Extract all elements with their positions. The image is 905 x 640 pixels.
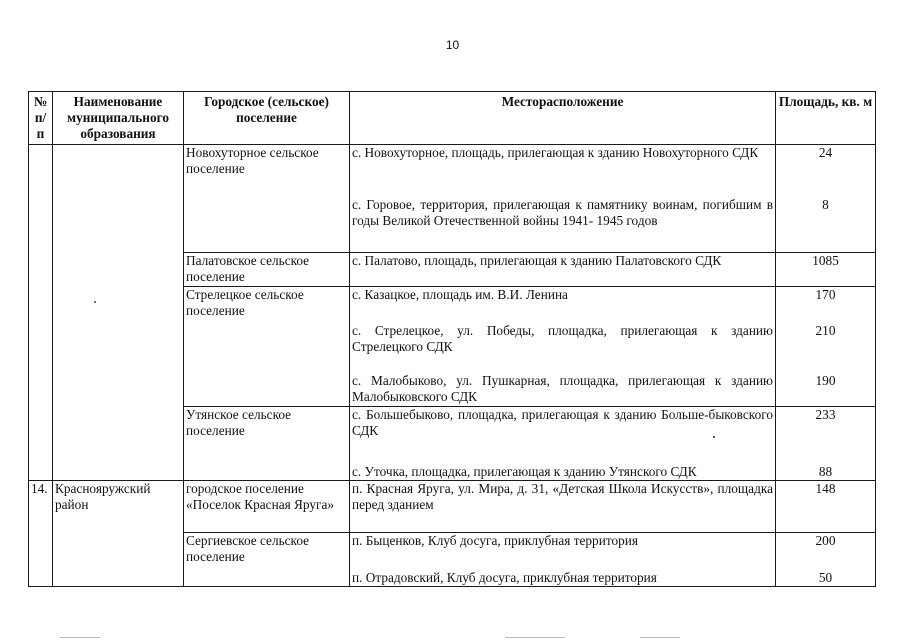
scan-edge-mark — [505, 637, 565, 638]
location-cell: с. Малобыково, ул. Пушкарная, площадка, прилегающая к зданию Малобыковского СДК — [350, 373, 776, 407]
public-areas-table — [28, 91, 876, 587]
location-cell: с. Горовое, территория, прилегающая к памятнику воинам, погибшим в годы Великой Отечественной войны 1941- 1945 годов — [350, 197, 776, 253]
area-cell: 200 — [776, 533, 876, 565]
area-cell: 190 — [776, 373, 876, 407]
settlement-cell: Стрелецкое сельское поселение — [184, 287, 350, 407]
scan-edge-mark — [640, 637, 680, 638]
scan-speck — [713, 436, 715, 438]
settlement-cell: Палатовское сельское поселение — [184, 253, 350, 287]
header-settlement: Городское (сельское) поселение — [184, 92, 350, 145]
area-cell: 148 — [776, 481, 876, 533]
area-cell: 1085 — [776, 253, 876, 287]
location-cell: с. Палатово, площадь, прилегающая к зданию Палатовского СДК — [350, 253, 776, 287]
area-cell: 50 — [776, 565, 876, 587]
table-header-row — [29, 92, 876, 145]
municipality-cell: Краснояружский район — [53, 481, 184, 587]
location-cell: п. Быценков, Клуб досуга, приклубная территория — [350, 533, 776, 565]
location-cell: с. Большебыково, площадка, прилегающая к зданию Больше-быковского СДК — [350, 407, 776, 457]
row-number-cell: 14. — [29, 481, 53, 587]
location-cell: с. Новохуторное, площадь, прилегающая к зданию Новохуторного СДК — [350, 145, 776, 197]
area-cell: 210 — [776, 323, 876, 373]
area-cell: 8 — [776, 197, 876, 253]
settlement-cell: Сергиевское сельское поселение — [184, 533, 350, 587]
scan-dot — [94, 301, 96, 303]
settlement-cell: Утянское сельское поселение — [184, 407, 350, 481]
location-cell: с. Казацкое, площадь им. В.И. Ленина — [350, 287, 776, 323]
location-cell: п. Отрадовский, Клуб досуга, приклубная территория — [350, 565, 776, 587]
area-cell: 170 — [776, 287, 876, 323]
area-cell: 88 — [776, 457, 876, 481]
table-row — [29, 145, 876, 197]
header-no: № п/п — [29, 92, 53, 145]
scan-edge-mark — [60, 637, 100, 638]
settlement-cell: городское поселение «Поселок Красная Яруга» — [184, 481, 350, 533]
settlement-cell: Новохуторное сельское поселение — [184, 145, 350, 253]
area-cell: 233 — [776, 407, 876, 457]
row-number-cell — [29, 145, 53, 481]
table-row — [29, 481, 876, 533]
location-cell: с. Стрелецкое, ул. Победы, площадка, прилегающая к зданию Стрелецкого СДК — [350, 323, 776, 373]
header-area: Площадь, кв. м — [776, 92, 876, 145]
area-cell: 24 — [776, 145, 876, 197]
municipality-cell — [53, 145, 184, 481]
header-location: Месторасположение — [350, 92, 776, 145]
location-cell: с. Уточка, площадка, прилегающая к зданию Утянского СДК — [350, 457, 776, 481]
page-number: 10 — [445, 38, 460, 52]
location-cell: п. Красная Яруга, ул. Мира, д. 31, «Детская Школа Искусств», площадка перед зданием — [350, 481, 776, 533]
header-municipality: Наименование муниципального образования — [53, 92, 184, 145]
